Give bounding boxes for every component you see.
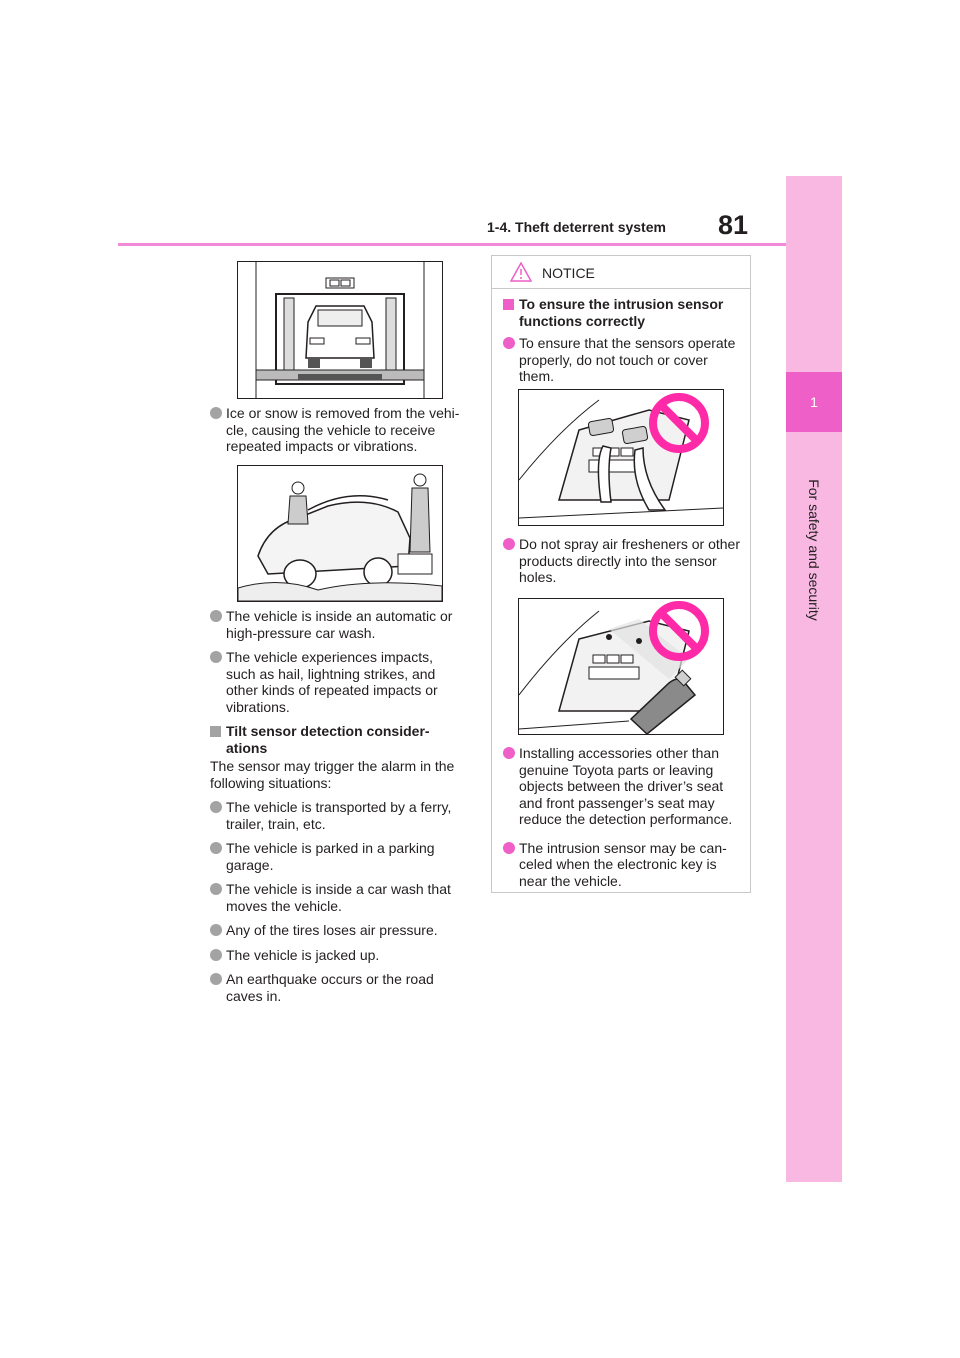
heading-square-icon (503, 299, 514, 310)
left-column-main (210, 608, 465, 1012)
notice-header (492, 256, 750, 289)
bullet-dot-icon (210, 610, 222, 622)
warning-triangle-icon (510, 262, 532, 282)
snow-removal-illustration (237, 465, 443, 602)
notice-section-b (503, 536, 743, 594)
bullet-dot-icon (503, 747, 515, 759)
bullet-text: An earthquake occurs or the road caves in. (226, 971, 434, 1004)
bullet-dot-icon (503, 538, 515, 550)
list-item (210, 971, 465, 1004)
list-item (210, 922, 465, 939)
list-item (210, 947, 465, 964)
list-item (503, 536, 743, 586)
bullet-dot-icon (210, 949, 222, 961)
bullet-text: The vehicle is inside an automatic or high-pressure car wash. (226, 608, 453, 641)
header-rule (118, 243, 786, 246)
bullet-dot-icon (503, 842, 515, 854)
bullet-dot-icon (210, 801, 222, 813)
heading-text: To ensure the intrusion sensor functions correctly (519, 296, 724, 329)
list-item (210, 649, 465, 715)
bullet-text: Any of the tires loses air pressure. (226, 922, 438, 938)
bullet-dot-icon (210, 883, 222, 895)
bullet-text: Ice or snow is removed from the vehi-cle, causing the vehicle to receive repeated impacts or vibrations. (226, 405, 460, 454)
bullet-text: The vehicle is jacked up. (226, 946, 380, 963)
sensor-spray-illustration (518, 598, 724, 735)
list-item (503, 335, 743, 385)
heading-square-icon (210, 726, 221, 737)
list-item (210, 799, 465, 832)
section-title: 1-4. Theft deterrent system (487, 219, 666, 235)
tilt-intro: The sensor may trigger the alarm in the following situations: (210, 758, 455, 791)
list-item (503, 840, 743, 890)
bullet-dot-icon (210, 651, 222, 663)
notice-heading (503, 296, 743, 329)
chapter-number: 1 (786, 372, 842, 432)
side-tab (786, 176, 842, 1182)
bullet-text: The vehicle experiences impacts, such as hail, lightning strikes, and other kinds of repeated impacts or vibrations. (226, 649, 438, 715)
list-item (210, 881, 465, 914)
list-item (210, 608, 465, 641)
bullet-text: The vehicle is transported by a ferry, trailer, train, etc. (226, 799, 452, 832)
bullet-dot-icon (210, 973, 222, 985)
bullet-text: The vehicle is inside a car wash that moves the vehicle. (226, 881, 451, 914)
sensor-touch-illustration (518, 389, 724, 526)
bullet-dot-icon (210, 924, 222, 936)
bullet-text: Installing accessories other than genuine Toyota parts or leaving objects between the driver’s seat and front passenger’s seat may reduce the detection performance. (519, 745, 733, 827)
bullet-text: To ensure that the sensors operate properly, do not touch or cover them. (519, 335, 736, 384)
bullet-text: Do not spray air fresheners or other products directly into the sensor holes. (519, 536, 740, 585)
heading-text: Tilt sensor detection consider-ations (226, 723, 430, 756)
page-number: 81 (718, 210, 749, 240)
tilt-heading (210, 723, 465, 756)
left-column-top (210, 405, 465, 463)
list-item (210, 405, 465, 455)
notice-label: NOTICE (542, 265, 595, 281)
notice-section-a (503, 292, 743, 393)
bullet-dot-icon (210, 407, 222, 419)
notice-section-c (503, 745, 743, 897)
bullet-dot-icon (503, 337, 515, 349)
bullet-text: The intrusion sensor may be can-celed when the electronic key is near the vehicle. (519, 839, 727, 889)
car-wash-illustration (237, 261, 443, 399)
list-item (210, 840, 465, 873)
chapter-title: For safety and security (806, 479, 822, 621)
list-item (503, 745, 743, 828)
bullet-text: The vehicle is parked in a parking garage. (226, 840, 435, 873)
bullet-dot-icon (210, 842, 222, 854)
